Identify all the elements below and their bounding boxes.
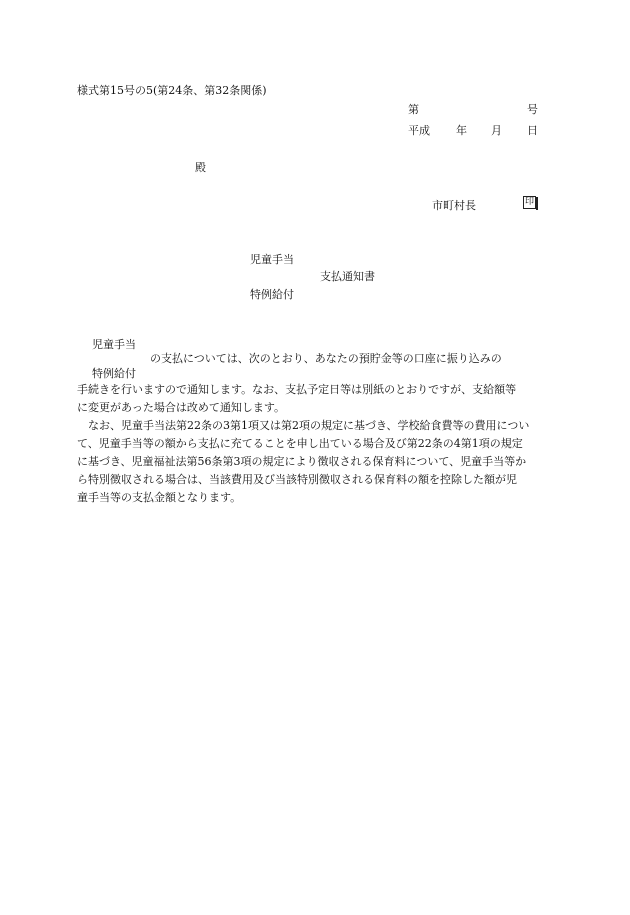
date-month: 月 (491, 124, 502, 137)
lead-option-child-allowance: 児童手当 (92, 338, 136, 351)
title-option-special-benefit: 特例給付 (250, 288, 294, 301)
document-number-suffix: 号 (527, 103, 538, 116)
sender-title: 市町村長 (432, 199, 476, 212)
body-line: に基づき、児童福祉法第56条第3項の規定により徴収される保育料について、児童手当等か (77, 455, 527, 468)
body-line: ら特別徴収される場合は、当該費用及び当該特別徴収される保育料の額を控除した額が児 (77, 473, 517, 486)
date-year: 年 (456, 124, 467, 137)
lead-sentence: の支払については、次のとおり、あなたの預貯金等の口座に振り込みの (150, 352, 502, 365)
body-line: 手続きを行いますので通知します。なお、支払予定日等は別紙のとおりですが、支給額等 (77, 383, 517, 396)
document-title: 支払通知書 (320, 270, 375, 283)
document-number-prefix: 第 (408, 103, 419, 116)
body-line: なお、児童手当法第22条の3第1項又は第2項の規定に基づき、学校給食費等の費用につい (77, 419, 530, 432)
date-day: 日 (527, 124, 538, 137)
seal-icon: 印 (524, 197, 534, 207)
lead-option-special-benefit: 特例給付 (92, 367, 136, 380)
title-option-child-allowance: 児童手当 (250, 253, 294, 266)
notice-body (77, 381, 553, 507)
form-number: 様式第15号の5(第24条、第32条関係) (77, 84, 267, 97)
addressee-suffix: 殿 (195, 161, 206, 174)
body-line: に変更があった場合は改めて通知します。 (77, 401, 286, 414)
date-era: 平成 (408, 124, 430, 137)
body-line: て、児童手当等の額から支払に充てることを申し出ている場合及び第22条の4第1項の規定 (77, 437, 523, 450)
body-line: 童手当等の支払金額となります。 (77, 491, 242, 504)
